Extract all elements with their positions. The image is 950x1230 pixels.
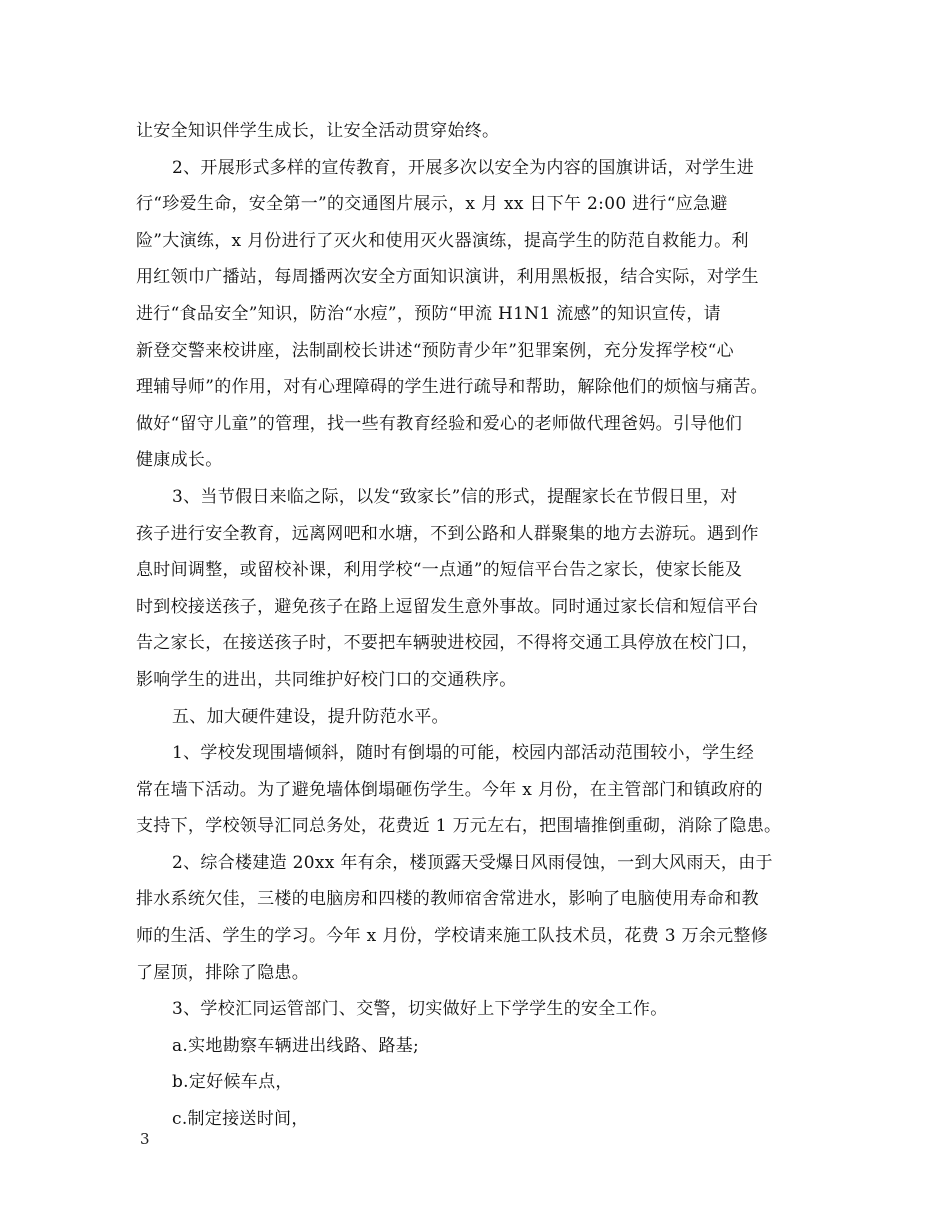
text-line: 用红领巾广播站，每周播两次安全方面知识演讲，利用黑板报，结合实际，对学生 <box>136 267 759 288</box>
text-line: 常在墙下活动。为了避免墙体倒塌砸伤学生。今年 x 月份，在主管部门和镇政府的 <box>136 779 763 800</box>
document-body <box>136 113 826 1138</box>
text-line: 理辅导师”的作用，对有心理障碍的学生进行疏导和帮助，解除他们的烦恼与痛苦。 <box>136 377 768 398</box>
text-line: 排水系统欠佳，三楼的电脑房和四楼的教师宿舍常进水，影响了电脑使用寿命和教 <box>136 889 759 910</box>
text-line: 3、当节假日来临之际，以发“致家长”信的形式，提醒家长在节假日里，对 <box>172 486 738 507</box>
text-line: 支持下，学校领导汇同总务处，花费近 1 万元左右，把围墙推倒重砌，消除了隐患。 <box>136 816 782 837</box>
text-line: 2、开展形式多样的宣传教育，开展多次以安全为内容的国旗讲话，对学生进 <box>172 157 755 178</box>
text-line: 息时间调整，或留校补课，利用学校“一点通”的短信平台告之家长，使家长能及 <box>136 560 743 581</box>
text-line: 3、学校汇同运管部门、交警，切实做好上下学学生的安全工作。 <box>172 999 668 1020</box>
list-item: a.实地勘察车辆进出线路、路基; <box>172 1035 420 1056</box>
section-heading: 五、加大硬件建设，提升防范水平。 <box>172 706 449 727</box>
text-line: 时到校接送孩子，避免孩子在路上逗留发生意外事故。同时通过家长信和短信平台 <box>136 596 759 617</box>
text-line: 行“珍爱生命，安全第一”的交通图片展示，x 月 xx 日下午 2:00 进行“应急避 <box>136 194 728 215</box>
text-line: 健康成长。 <box>136 450 223 471</box>
text-line: 让安全知识伴学生成长，让安全活动贯穿始终。 <box>136 121 500 141</box>
text-line: 孩子进行安全教育，远离网吧和水塘，不到公路和人群聚集的地方去游玩。遇到作 <box>136 523 759 544</box>
text-line: 进行“食品安全”知识，防治“水痘”，预防“甲流 H1N1 流感”的知识宣传，请 <box>136 303 721 324</box>
text-line: 做好“留守儿童”的管理，找一些有教育经验和爱心的老师做代理爸妈。引导他们 <box>136 413 743 434</box>
text-line: 1、学校发现围墙倾斜，随时有倒塌的可能，校园内部活动范围较小，学生经 <box>172 743 755 764</box>
list-item: b.定好候车点， <box>172 1072 293 1093</box>
text-line: 2、综合楼建造 20xx 年有余，楼顶露天受爆日风雨侵蚀，一到大风雨天，由于 <box>172 852 773 873</box>
text-line: 师的生活、学生的学习。今年 x 月份，学校请来施工队技术员，花费 3 万余元整修 <box>136 926 769 947</box>
text-line: 告之家长，在接送孩子时，不要把车辆驶进校园，不得将交通工具停放在校门口， <box>136 633 759 654</box>
text-line: 险”大演练，x 月份进行了灭火和使用灭火器演练，提高学生的防范自救能力。利 <box>136 230 749 251</box>
list-item: c.制定接送时间， <box>172 1109 309 1130</box>
page-number: 3 <box>140 1130 150 1148</box>
text-line: 了屋顶，排除了隐患。 <box>136 962 309 983</box>
text-line: 新登交警来校讲座，法制副校长讲述“预防青少年”犯罪案例，充分发挥学校“心 <box>136 340 734 361</box>
text-line: 影响学生的进出，共同维护好校门口的交通秩序。 <box>136 669 517 690</box>
